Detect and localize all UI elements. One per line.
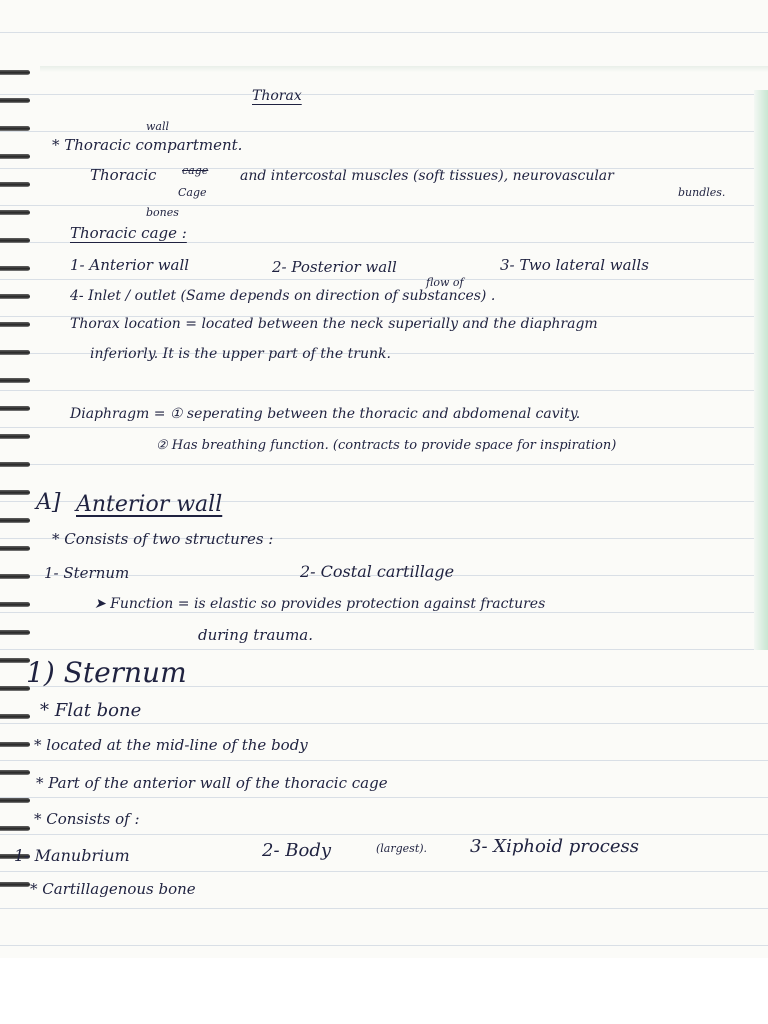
anterior-item-1: 1- Sternum — [44, 564, 130, 582]
spiral-coil — [0, 546, 30, 551]
spiral-coil — [0, 714, 30, 719]
compartment-above-note: wall — [146, 120, 170, 133]
bottom-margin — [0, 958, 768, 1024]
sternum-fact-4: * Consists of : — [34, 810, 140, 828]
diaphragm-line-1: Diaphragm = ① seperating between the thoracic and abdomenal cavity. — [70, 406, 581, 422]
spiral-coil — [0, 518, 30, 523]
spiral-coil — [0, 238, 30, 243]
spiral-coil — [0, 350, 30, 355]
page-title: Thorax — [252, 88, 302, 104]
anterior-consists: * Consists of two structures : — [52, 530, 274, 548]
anterior-function-1: ➤ Function = is elastic so provides protection against fractures — [94, 596, 546, 612]
spiral-coil — [0, 462, 30, 467]
sternum-part-3: 3- Xiphoid process — [470, 836, 639, 857]
spiral-coil — [0, 98, 30, 103]
cage-wall-2: 2- Posterior wall — [272, 258, 397, 276]
spiral-coil — [0, 154, 30, 159]
anterior-item-2: 2- Costal cartillage — [300, 562, 455, 581]
anterior-function-2: during trauma. — [198, 626, 313, 644]
spiral-coil — [0, 742, 30, 747]
cage-location-2: inferiorly. It is the upper part of the trunk. — [90, 346, 391, 362]
spiral-binding — [0, 70, 30, 890]
sternum-fact-3: * Part of the anterior wall of the thoracic cage — [36, 774, 388, 792]
page-edge-strip — [754, 90, 768, 650]
spiral-coil — [0, 490, 30, 495]
cage-wall-1: 1- Anterior wall — [70, 256, 190, 274]
sternum-part-2: 2- Body — [262, 840, 332, 861]
spiral-coil — [0, 602, 30, 607]
sternum-last-fact: * Cartillagenous bone — [30, 880, 196, 898]
spiral-coil — [0, 70, 30, 75]
anterior-heading-letter: A] — [36, 490, 61, 515]
compartment-line-body: and intercostal muscles (soft tissues), neurovascular — [240, 168, 614, 184]
sternum-part-1: 1- Manubrium — [14, 846, 130, 865]
spiral-coil — [0, 266, 30, 271]
spiral-coil — [0, 210, 30, 215]
compartment-line-end: bundles. — [678, 186, 726, 199]
compartment-struck-word: cage — [182, 164, 209, 177]
anterior-heading: Anterior wall — [76, 492, 223, 517]
cage-above-note: bones — [146, 206, 179, 219]
spiral-coil — [0, 126, 30, 131]
sternum-fact-2: * located at the mid-line of the body — [34, 736, 308, 754]
cage-inlet-note: flow of — [426, 276, 464, 289]
cage-location-1: Thorax location = located between the neck superially and the diaphragm — [70, 316, 598, 332]
spiral-coil — [0, 574, 30, 579]
spiral-coil — [0, 182, 30, 187]
spiral-coil — [0, 378, 30, 383]
diaphragm-line-2: ② Has breathing function. (contracts to provide space for inspiration) — [156, 438, 617, 453]
spiral-coil — [0, 434, 30, 439]
spiral-coil — [0, 826, 30, 831]
compartment-line-start: Thoracic — [90, 166, 157, 184]
spiral-coil — [0, 294, 30, 299]
sternum-part-2-note: (largest). — [376, 842, 428, 855]
cage-wall-3: 3- Two lateral walls — [500, 256, 649, 274]
spiral-coil — [0, 630, 30, 635]
spiral-coil — [0, 770, 30, 775]
page-top-edge — [40, 66, 768, 72]
sternum-heading: 1) Sternum — [26, 656, 187, 689]
spiral-coil — [0, 798, 30, 803]
spiral-coil — [0, 882, 30, 887]
cage-inlet: 4- Inlet / outlet (Same depends on direction of substances) . — [70, 288, 496, 304]
cage-heading: Thoracic cage : — [70, 224, 187, 242]
compartment-heading: * Thoracic compartment. — [52, 136, 243, 154]
compartment-cage-note: Cage — [178, 186, 207, 199]
sternum-fact-1: * Flat bone — [40, 700, 142, 721]
spiral-coil — [0, 406, 30, 411]
spiral-coil — [0, 322, 30, 327]
